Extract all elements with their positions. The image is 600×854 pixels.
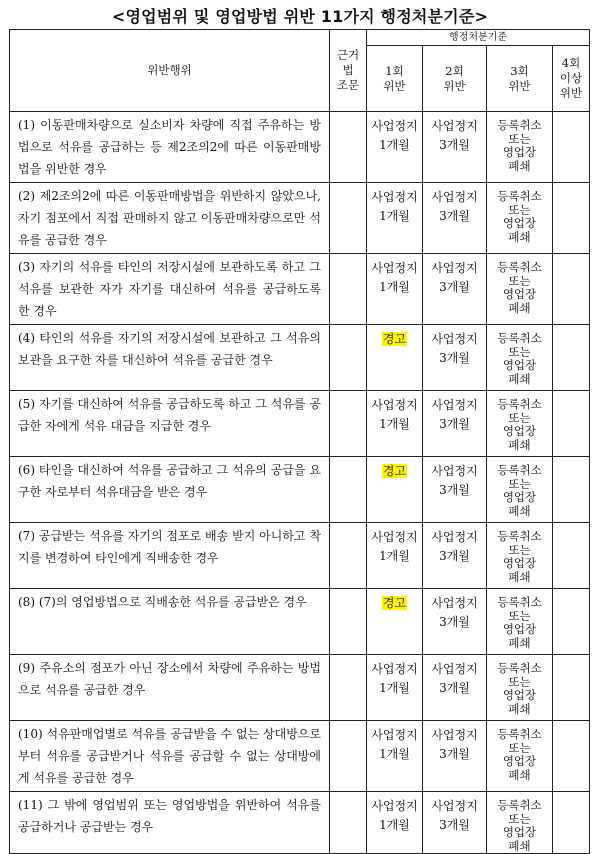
cell-fourth: [553, 655, 590, 721]
cell-first: [367, 325, 423, 391]
cell-second: 사업정지 3개월: [423, 792, 487, 854]
basis-cell: [330, 792, 367, 854]
cell-third: 등록취소 또는 영업장 폐쇄: [487, 112, 553, 183]
cell-fourth: [553, 457, 590, 523]
cell-second: 사업정지 3개월: [423, 254, 487, 325]
basis-cell: [330, 325, 367, 391]
violation-text: 공급받는 석유를 자기의 점포로 배송 받지 아니하고 착지를 변경하여 타인에게 직배송한 경우: [18, 529, 321, 565]
cell-first: [367, 457, 423, 523]
cell-first: 사업정지 1개월: [367, 391, 423, 457]
cell-third: 등록취소 또는 영업장 폐쇄: [487, 721, 553, 792]
basis-cell: [330, 183, 367, 254]
cell-second: 사업정지 3개월: [423, 523, 487, 589]
cell-second: 사업정지 3개월: [423, 457, 487, 523]
basis-cell: [330, 523, 367, 589]
header-fourth: 4회 이상 위반: [553, 46, 590, 112]
cell-third: 등록취소 또는 영업장 폐쇄: [487, 391, 553, 457]
cell-third: 등록취소 또는 영업장 폐쇄: [487, 457, 553, 523]
violation-text: 이동판매차량으로 실소비자 차량에 직접 주유하는 방법으로 석유를 공급하는 등 제2조의2에 따른 이동판매방법을 위반한 경우: [18, 118, 321, 176]
cell-fourth: [553, 792, 590, 854]
item-number: (10): [18, 727, 43, 741]
cell-first: 사업정지 1개월: [367, 655, 423, 721]
violation-description: [10, 391, 330, 457]
cell-third: 등록취소 또는 영업장 폐쇄: [487, 792, 553, 854]
basis-cell: [330, 721, 367, 792]
violation-text: 제2조의2에 따른 이동판매방법을 위반하지 않았으나, 자기 점포에서 직접 판매하지 않고 이동판매차량으로만 석유를 공급한 경우: [18, 189, 321, 247]
highlight-mark: 경고: [382, 464, 407, 478]
header-first: 1회 위반: [367, 46, 423, 112]
item-number: (1): [18, 118, 35, 132]
document-title: <영업범위 및 영업방법 위반 11가지 행정처분기준>: [111, 7, 489, 26]
violation-text: 그 밖에 영업범위 또는 영업방법을 위반하여 석유를 공급하거나 공급받는 경우: [18, 798, 321, 834]
item-number: (9): [18, 661, 35, 675]
cell-first: 사업정지 1개월: [367, 254, 423, 325]
cell-first: 사업정지 1개월: [367, 523, 423, 589]
violation-text: 타인의 석유를 자기의 저장시설에 보관하고 그 석유의 보관을 요구한 자를 대신하여 석유를 공급한 경우: [18, 331, 321, 367]
highlight-mark: 경고: [382, 596, 407, 610]
basis-cell: [330, 391, 367, 457]
header-violation: 위반행위: [10, 30, 330, 112]
cell-second: 사업정지 3개월: [423, 589, 487, 655]
table-row: [10, 457, 590, 523]
violation-description: [10, 112, 330, 183]
basis-cell: [330, 254, 367, 325]
header-penalty-group: 행정처분기준: [367, 30, 590, 46]
header-second: 2회 위반: [423, 46, 487, 112]
violation-text: 타인을 대신하여 석유를 공급하고 그 석유의 공급을 요구한 자로부터 석유대금을 받은 경우: [18, 463, 321, 499]
violation-description: [10, 721, 330, 792]
cell-second: 사업정지 3개월: [423, 655, 487, 721]
cell-second: 사업정지 3개월: [423, 112, 487, 183]
violation-description: [10, 792, 330, 854]
cell-fourth: [553, 391, 590, 457]
cell-second: 사업정지 3개월: [423, 391, 487, 457]
cell-fourth: [553, 523, 590, 589]
penalty-table: [9, 29, 590, 854]
item-number: (3): [18, 260, 35, 274]
violation-description: [10, 325, 330, 391]
table-row: [10, 254, 590, 325]
cell-second: 사업정지 3개월: [423, 325, 487, 391]
basis-cell: [330, 589, 367, 655]
item-number: (11): [18, 798, 43, 812]
item-number: (6): [18, 463, 35, 477]
cell-third: 등록취소 또는 영업장 폐쇄: [487, 183, 553, 254]
basis-cell: [330, 457, 367, 523]
table-row: [10, 112, 590, 183]
cell-fourth: [553, 721, 590, 792]
cell-third: 등록취소 또는 영업장 폐쇄: [487, 589, 553, 655]
item-number: (8): [18, 595, 35, 609]
cell-fourth: [553, 254, 590, 325]
table-row: [10, 391, 590, 457]
violation-text: (7)의 영업방법으로 직배송한 석유를 공급받은 경우: [38, 595, 307, 609]
cell-second: 사업정지 3개월: [423, 183, 487, 254]
cell-first: [367, 589, 423, 655]
cell-first: 사업정지 1개월: [367, 792, 423, 854]
violation-text: 자기를 대신하여 석유를 공급하도록 하고 그 석유를 공급한 자에게 석유 대금을 지급한 경우: [18, 397, 321, 433]
violation-description: [10, 183, 330, 254]
table-row: [10, 792, 590, 854]
header-third: 3회 위반: [487, 46, 553, 112]
cell-third: 등록취소 또는 영업장 폐쇄: [487, 254, 553, 325]
item-number: (7): [18, 529, 35, 543]
cell-fourth: [553, 112, 590, 183]
table-row: [10, 325, 590, 391]
basis-cell: [330, 655, 367, 721]
cell-fourth: [553, 183, 590, 254]
table-row: [10, 589, 590, 655]
table-row: [10, 523, 590, 589]
violation-description: [10, 655, 330, 721]
cell-second: 사업정지 3개월: [423, 721, 487, 792]
cell-third: 등록취소 또는 영업장 폐쇄: [487, 523, 553, 589]
violation-description: [10, 254, 330, 325]
cell-first: 사업정지 1개월: [367, 183, 423, 254]
table-row: [10, 655, 590, 721]
cell-first: 사업정지 1개월: [367, 112, 423, 183]
violation-description: [10, 589, 330, 655]
header-basis: 근거 법 조문: [330, 30, 367, 112]
cell-fourth: [553, 589, 590, 655]
item-number: (4): [18, 331, 35, 345]
table-row: [10, 183, 590, 254]
cell-fourth: [553, 325, 590, 391]
table-row: [10, 721, 590, 792]
cell-third: 등록취소 또는 영업장 폐쇄: [487, 325, 553, 391]
violation-description: [10, 523, 330, 589]
basis-cell: [330, 112, 367, 183]
violation-description: [10, 457, 330, 523]
highlight-mark: 경고: [382, 332, 407, 346]
violation-text: 자기의 석유를 타인의 저장시설에 보관하도록 하고 그 석유를 보관한 자가 자기를 대신하여 석유를 공급하도록 한 경우: [18, 260, 321, 318]
cell-first: 사업정지 1개월: [367, 721, 423, 792]
cell-third: 등록취소 또는 영업장 폐쇄: [487, 655, 553, 721]
violation-text: 석유판매업별로 석유를 공급받을 수 없는 상대방으로부터 석유를 공급받거나 석유를 공급할 수 없는 상대방에게 석유를 공급한 경우: [18, 727, 321, 785]
violation-text: 주유소의 점포가 아닌 장소에서 차량에 주유하는 방법으로 석유를 공급한 경우: [18, 661, 321, 697]
item-number: (2): [18, 189, 35, 203]
item-number: (5): [18, 397, 35, 411]
